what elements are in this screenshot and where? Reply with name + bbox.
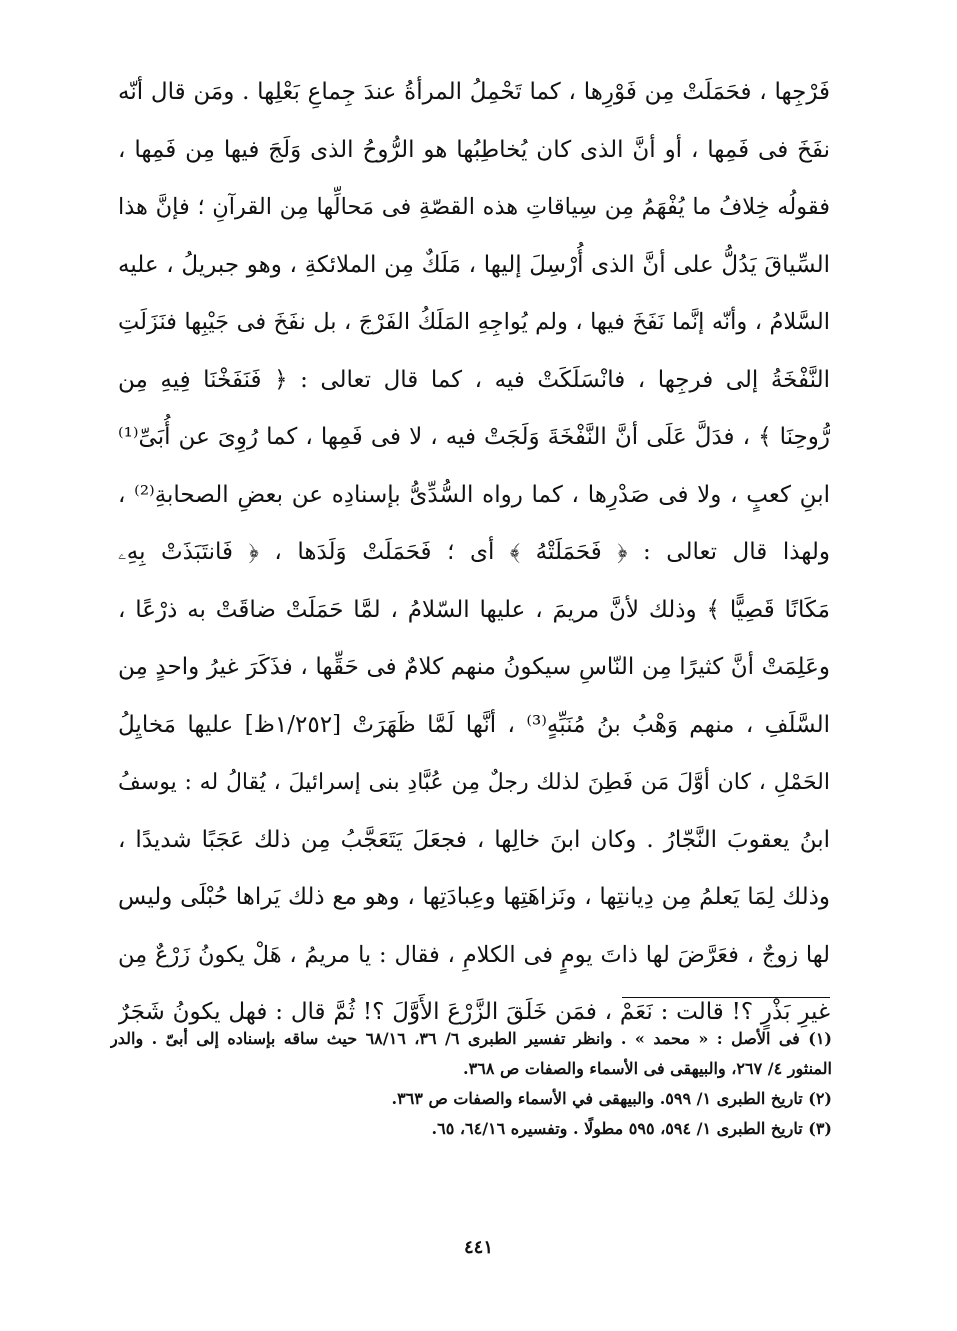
text-line: وعَلِمَتْ أنَّ كثيرًا مِن النّاسِ سيكونُ منهم كلامٌ فى حَقِّها ، فذَكَرَ غيرُ واحدٍ مِن xyxy=(118,654,830,680)
footnote-line: المنثور ٤/ ٢٦٧، والبيهقى فى الأسماء والصفات ص ٣٦٨. xyxy=(463,1059,832,1078)
footnotes xyxy=(110,1024,832,1144)
text-line: الحَمْلِ ، كان أوَّلَ مَن فَطِنَ لذلك رجلٌ مِن عُبَّادِ بنى إسرائيلَ ، يُقالُ له : يوسفُ xyxy=(118,770,830,795)
text-line: وذلك لِمَا يَعلمُ مِن دِيانتِها ، ونَزاهَتِها وعِبادَتِها ، وهو مع ذلك يَراها حُبْلَى وليس xyxy=(118,884,830,910)
text-line: النَّفْخَةُ إلى فرجِها ، فانْسَلَكَتْ فيه ، كما قال تعالى : ﴿ فَنَفَخْنَا فِيهِ مِن xyxy=(118,366,830,393)
footnote-line: (٢) تاريخ الطبرى ١/ ٥٩٩. والبيهقى في الأسماء والصفات ص ٣٦٣. xyxy=(391,1089,832,1108)
text-line: رُّوحِنَا ﴾ ، فدَلَّ عَلَى أنَّ النَّفْخَةَ وَلَجَتْ فيه ، لا فى فَمِها ، كما رُوِىَ عن أُبَىِّ⁽¹⁾ xyxy=(118,424,830,450)
text-line: السَّلامُ ، وأنّه إنَّما نَفَخَ فيها ، ولم يُواجِهِ المَلَكُ الفَرْجَ ، بل نفَخَ فى جَيْبِها فنَزَلَتِ xyxy=(118,309,830,335)
footnote-line: (١) فى الأصل : « محمد » . وانظر تفسير الطبرى ٦/ ٣٦، ٦٨/١٦ حيث ساقه بإسناده إلى أبىّ . والدر xyxy=(110,1029,832,1048)
text-line: السِّياقَ يَدُلُّ على أنَّ الذى أُرْسِلَ إليها ، مَلَكٌ مِن الملائكةِ ، وهو جبريلُ ، عليه xyxy=(118,251,830,278)
text-line: ولهذا قال تعالى : ﴿ فَحَمَلَتْهُ ﴾ أى ؛ فَحَمَلَتْ وَلَدَها ، ﴿ فَانتَبَذَتْ بِهِۦ xyxy=(118,539,830,565)
text-line: ابنِ كعبٍ ، ولا فى صَدْرِها ، كما رواه السُّدِّىُّ بإسنادِه عن بعضِ الصحابةِ⁽²⁾ ، xyxy=(118,481,830,508)
footnote-line: (٣) تاريخ الطبرى ١/ ٥٩٤، ٥٩٥ مطولًا . وتفسيره ٦٤/١٦، ٦٥. xyxy=(431,1119,832,1138)
text-line: فَرْجِها ، فحَمَلَتْ مِن فَوْرِها ، كما تَحْمِلُ المرأةُ عندَ جِماعِ بَعْلِها . ومَن قال أنّه xyxy=(118,79,830,105)
page-number: ٤٤١ xyxy=(463,1237,493,1258)
text-line: مَكَانًا قَصِيًّا ﴾ وذلك لأنَّ مريمَ ، عليها السّلامُ ، لمَّا حَمَلَتْ ضاقَتْ به ذرْعًا ، xyxy=(118,596,830,623)
text-line: غيرِ بَذْرٍ ؟! قالت : نَعَمْ ، فمَن خَلَقَ الزَّرْعَ الأَوَّلَ ؟! ثُمَّ قال : فهل يكونُ شَجَرٌ xyxy=(118,999,830,1025)
text-line: ابنُ يعقوبَ النَّجّارُ . وكان ابنَ خالِها ، فجعَلَ يَتَعَجَّبُ مِن ذلك عَجَبًا شديدًا ، xyxy=(118,826,830,853)
text-line: نفَخَ فى فَمِها ، أو أنَّ الذى كان يُخاطِبُها هو الرُّوحُ الذى وَلَجَ فيها مِن فَمِها ، xyxy=(118,136,830,163)
text-line: فقولُه خِلافُ ما يُفْهَمُ مِن سِياقاتِ هذه القصّةِ فى مَحالِّها مِن القرآنِ ؛ فإنَّ هذا xyxy=(118,194,830,220)
footnote-separator xyxy=(622,997,830,998)
main-text xyxy=(118,64,830,1042)
text-line: لها زوجٌ ، فعَرَّضَ لها ذاتَ يومٍ فى الكلامِ ، فقال : يا مريمُ ، هَلْ يكونُ زَرْعٌ مِن xyxy=(118,941,830,968)
text-line: السَّلَفِ ، منهم وَهْبُ بنُ مُنَبِّهٍ⁽³⁾ ، أنَّها لَمَّا ظَهَرَتْ [١/٢٥٢ظ] عليها مَخايِلُ xyxy=(118,711,830,738)
